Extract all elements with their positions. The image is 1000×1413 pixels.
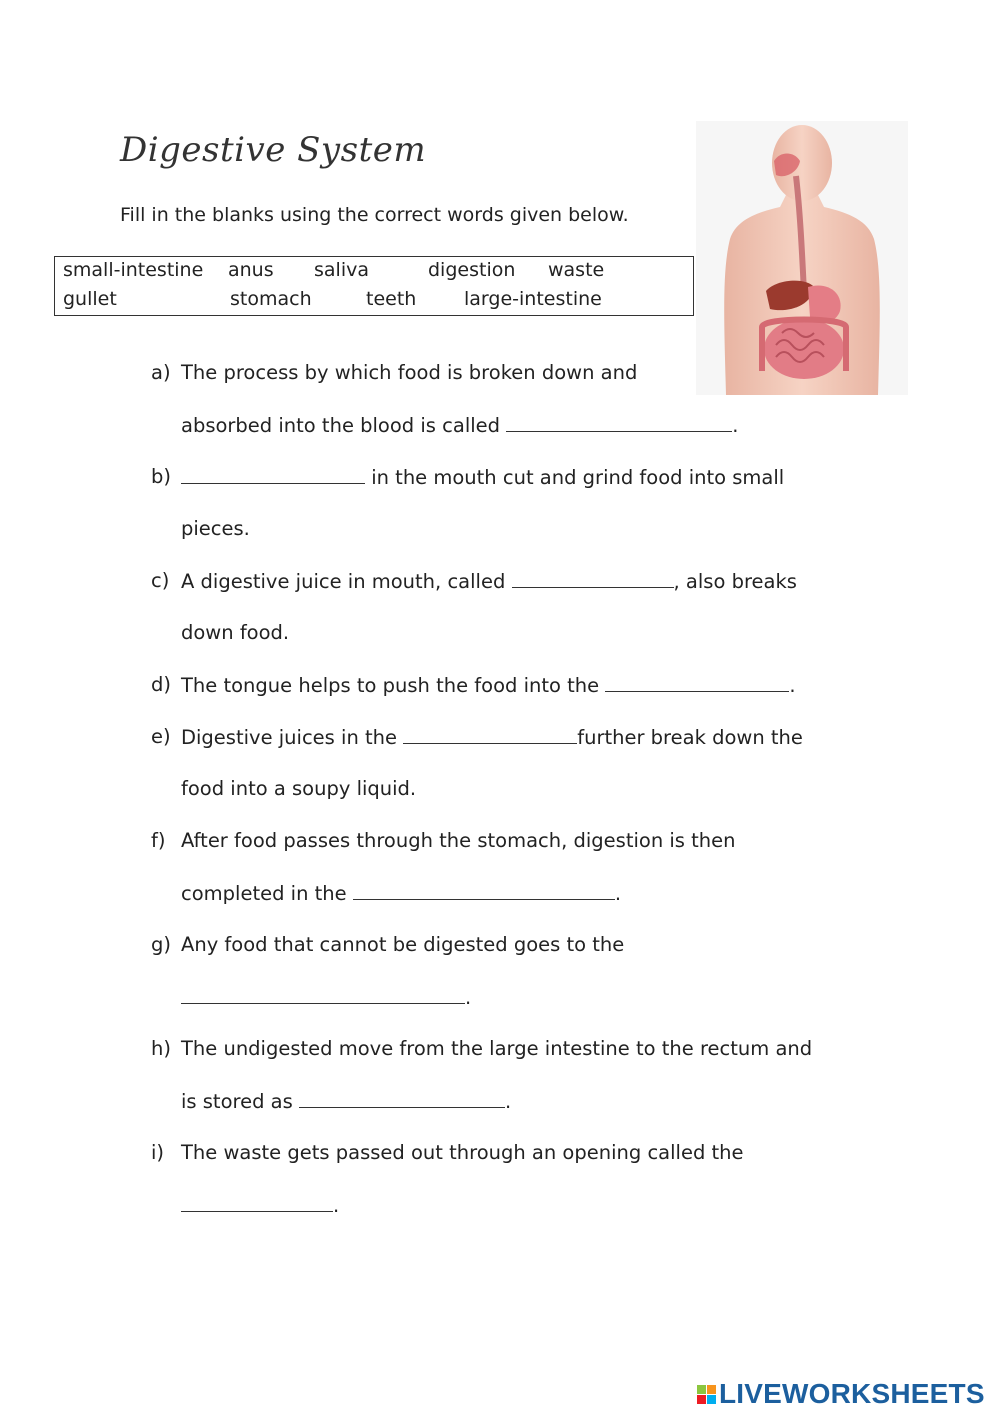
instructions: Fill in the blanks using the correct words given below.: [120, 204, 629, 226]
question-letter: h): [151, 1037, 171, 1060]
question-text: After food passes through the stomach, digestion is then: [181, 829, 736, 852]
question-g-line2: .: [181, 985, 471, 1009]
question-d-line1: The tongue helps to push the food into the .: [181, 674, 796, 697]
question-letter: g): [151, 933, 171, 956]
answer-blank[interactable]: [353, 881, 615, 900]
question-text: The waste gets passed out through an opening called the: [181, 1141, 744, 1164]
question-text: The process by which food is broken down and: [181, 361, 638, 384]
question-letter: d): [151, 673, 171, 696]
liveworksheets-logo: [697, 1377, 985, 1411]
question-b-line1: in the mouth cut and grind food into small: [181, 465, 784, 489]
question-c-line1: A digestive juice in mouth, called , also breaks: [181, 570, 797, 593]
word-bank-item: saliva: [314, 259, 369, 281]
question-text: Any food that cannot be digested goes to the: [181, 933, 625, 956]
question-f-line2: completed in the .: [181, 882, 622, 905]
question-text: pieces.: [181, 517, 250, 540]
answer-blank[interactable]: [605, 673, 789, 692]
word-bank-item: stomach: [230, 288, 312, 310]
word-bank-item: waste: [548, 259, 605, 281]
question-h-line2: is stored as .: [181, 1090, 512, 1113]
answer-blank[interactable]: [512, 569, 674, 588]
question-letter: c): [151, 569, 170, 592]
question-text: food into a soupy liquid.: [181, 777, 417, 800]
answer-blank[interactable]: [181, 465, 365, 484]
answer-blank[interactable]: [506, 413, 732, 432]
brand-name: LIVEWORKSHEETS: [719, 1378, 985, 1409]
worksheet-title: Digestive System: [120, 130, 427, 170]
word-bank-item: small-intestine: [63, 259, 204, 281]
word-bank-item: anus: [228, 259, 274, 281]
question-letter: a): [151, 361, 171, 384]
word-bank-item: large-intestine: [464, 288, 602, 310]
question-text: The undigested move from the large intestine to the rectum and: [181, 1037, 813, 1060]
word-bank-item: gullet: [63, 288, 117, 310]
answer-blank[interactable]: [181, 985, 465, 1004]
liveworksheets-logo-icon: [697, 1381, 717, 1407]
question-text: down food.: [181, 621, 290, 644]
question-e-line1: Digestive juices in the further break down the: [181, 726, 803, 749]
human-torso-icon: [696, 121, 908, 395]
answer-blank[interactable]: [181, 1193, 333, 1212]
word-bank: [54, 256, 694, 316]
question-a-line2: absorbed into the blood is called .: [181, 414, 739, 437]
question-letter: b): [151, 465, 171, 488]
question-letter: e): [151, 725, 171, 748]
question-letter: i): [151, 1141, 165, 1164]
answer-blank[interactable]: [299, 1089, 505, 1108]
word-bank-item: teeth: [366, 288, 417, 310]
question-i-line2: .: [181, 1193, 339, 1217]
digestive-system-illustration: [696, 121, 908, 395]
answer-blank[interactable]: [403, 725, 577, 744]
question-letter: f): [151, 829, 166, 852]
word-bank-item: digestion: [428, 259, 516, 281]
